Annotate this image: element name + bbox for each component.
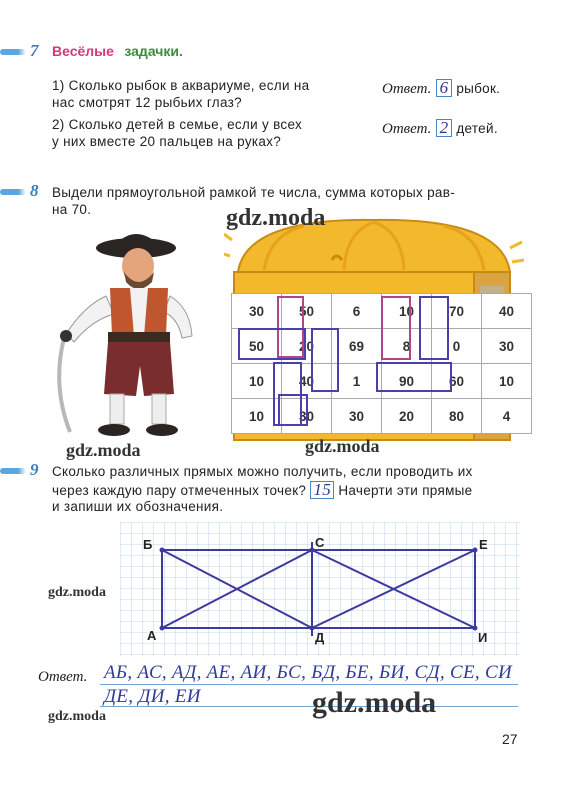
answer2-value: 2 [436, 119, 452, 137]
watermark: gdz.moda [48, 585, 106, 600]
task7-answer1 [382, 79, 500, 98]
grid-cell: 40 [482, 294, 532, 329]
task7-question1-line2: нас смотрят 12 рыбьих глаз? [52, 95, 242, 110]
point-label-s: С [315, 535, 325, 550]
grid-cell: 30 [282, 399, 332, 434]
grid-cell: 90 [382, 364, 432, 399]
task9-text-line1: Сколько различных прямых можно получить, если проводить их [52, 464, 473, 479]
grid-cell: 6 [332, 294, 382, 329]
grid-cell: 1 [332, 364, 382, 399]
task7-marker-bar [0, 49, 26, 55]
grid-cell: 4 [482, 399, 532, 434]
pirate-illustration [44, 226, 204, 458]
grid-cell: 20 [382, 399, 432, 434]
task7-title-word2: задачки. [124, 43, 183, 59]
task8-marker-bar [0, 189, 26, 195]
grid-cell: 20 [282, 329, 332, 364]
task9-text-line3: и запиши их обозначения. [52, 499, 224, 514]
watermark: gdz.moda [226, 205, 326, 231]
task9-number: 9 [30, 460, 39, 479]
task7-title-word1: Весёлые [52, 43, 114, 59]
task9-text-line2-part2: Начерти эти прямые [338, 483, 473, 498]
task7-question2-line1: 2) Сколько детей в семье, если у всех [52, 117, 303, 132]
grid-cell: 30 [332, 399, 382, 434]
grid-cell: 8 [382, 329, 432, 364]
grid-cell: 50 [232, 329, 282, 364]
task7-number: 7 [30, 41, 39, 60]
page-number: 27 [502, 731, 518, 747]
watermark: gdz.moda [305, 436, 380, 456]
task9-marker-bar [0, 468, 26, 474]
grid-cell: 10 [232, 399, 282, 434]
grid-cell: 50 [282, 294, 332, 329]
watermark: gdz.moda [48, 709, 106, 724]
point-label-i: И [478, 630, 488, 645]
task9-answer-line1: АБ, АС, АД, АЕ, АИ, БС, БД, БЕ, БИ, СД, СЕ, СИ [104, 662, 513, 683]
task7-title [52, 43, 183, 61]
grid-row [232, 399, 532, 434]
grid-cell: 30 [232, 294, 282, 329]
grid-cell: 10 [382, 294, 432, 329]
watermark: gdz.moda [312, 686, 437, 719]
point-label-d: Д [315, 630, 325, 645]
grid-row [232, 364, 532, 399]
grid-cell: 60 [432, 364, 482, 399]
task9-text-line2 [52, 481, 472, 499]
task9-answer-count: 15 [310, 481, 334, 499]
grid-cell: 10 [232, 364, 282, 399]
grid-row [232, 294, 532, 329]
task7-question2-line2: у них вместе 20 пальцев на руках? [52, 134, 282, 149]
grid-cell: 80 [432, 399, 482, 434]
grid-row [232, 329, 532, 364]
answer1-value: 6 [436, 79, 452, 97]
task9-answer-label: Ответ. [38, 669, 88, 685]
answer-label: Ответ. [382, 121, 432, 137]
grid-cell: 70 [432, 294, 482, 329]
answer-rule-1 [100, 684, 518, 685]
task7-question1-line1: 1) Сколько рыбок в аквариуме, если на [52, 78, 310, 93]
grid-cell: 0 [432, 329, 482, 364]
grid-cell: 69 [332, 329, 382, 364]
answer-label: Ответ. [382, 81, 432, 97]
point-label-e: Е [479, 537, 488, 552]
point-label-b: Б [143, 537, 153, 552]
task8-text-line1: Выдели прямоугольной рамкой те числа, сумма которых рав- [52, 185, 456, 200]
grid-cell: 30 [482, 329, 532, 364]
grid-cell: 10 [482, 364, 532, 399]
number-grid [231, 293, 532, 434]
task7-answer2 [382, 119, 498, 138]
task8-text-line2: на 70. [52, 202, 92, 217]
task9-text-line2-part1: через каждую пару отмеченных точек? [52, 483, 307, 498]
task8-number: 8 [30, 181, 39, 200]
task9-answer-line2: ДЕ, ДИ, ЕИ [104, 686, 201, 707]
answer2-unit: детей. [456, 121, 498, 136]
answer1-unit: рыбок. [456, 81, 501, 96]
point-label-a: А [147, 628, 157, 643]
grid-cell: 40 [282, 364, 332, 399]
watermark: gdz.moda [66, 440, 141, 460]
